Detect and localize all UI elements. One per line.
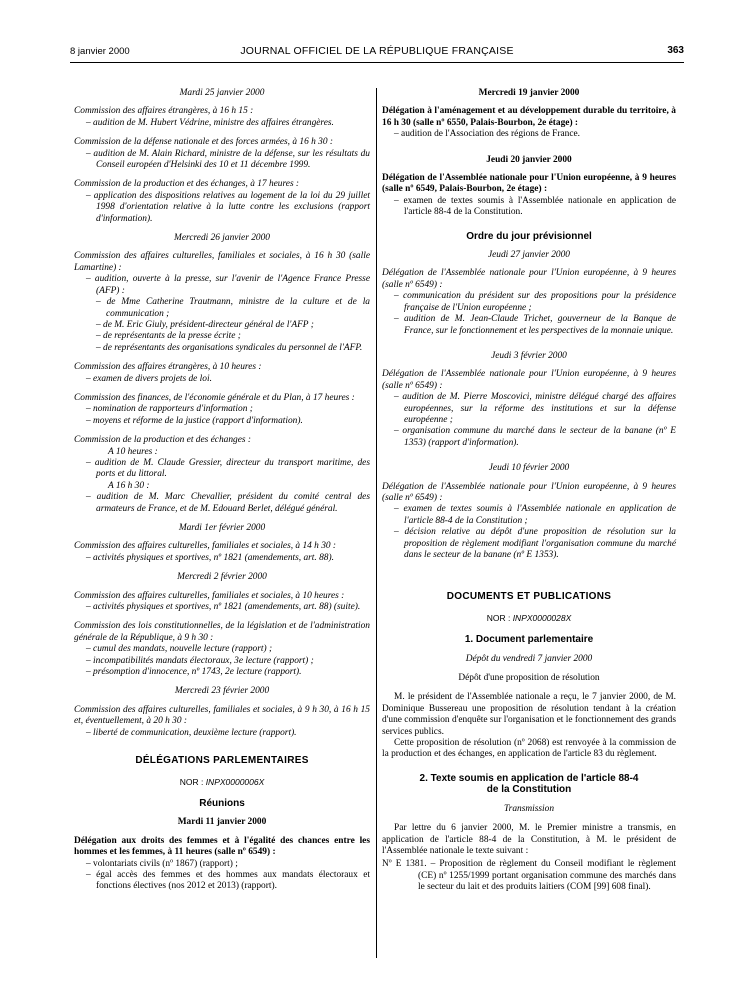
agenda-item: – présomption d'innocence, nº 1743, 2e lecture (rapport). — [86, 667, 302, 678]
commission-heading: Commission des finances, de l'économie générale et du Plan, à 17 heures : — [74, 392, 355, 403]
section-title: DÉLÉGATIONS PARLEMENTAIRES — [135, 755, 309, 767]
delegation-heading: Délégation aux droits des femmes et à l'égalité des chances entre les hommes et les femmes, à 11 heures (salle nº 6549) : — [74, 835, 370, 858]
agenda-entry — [74, 836, 370, 893]
subsection-title: 2. Texte soumis en application de l'article 88-4 — [419, 772, 639, 784]
agenda-entry — [74, 705, 370, 739]
agenda-item: – examen de textes soumis à l'Assemblée nationale en application de l'article 88-4 de la Constitution ; — [394, 504, 676, 526]
agenda-entry — [74, 591, 370, 614]
paragraph: Par lettre du 6 janvier 2000, M. le Premier ministre a transmis, en application de l'article 88-4 de la Constitution, à M. le président de l'Assemblée nationale le texte suivant : — [382, 823, 676, 856]
nor-code: INPX0000006X — [205, 776, 265, 787]
paragraph: Cette proposition de résolution (nº 2068) est renvoyée à la commission de la production et des échanges, en application de l'article 83 du règlement. — [382, 738, 676, 760]
page-header — [70, 44, 684, 63]
transmission-label: Transmission — [503, 803, 555, 814]
agenda-entry — [382, 369, 676, 449]
date-heading: Mercredi 23 février 2000 — [174, 686, 270, 697]
commission-heading: Commission des affaires étrangères, à 16 h 15 : — [74, 106, 254, 117]
delegation-heading: Délégation de l'Assemblée nationale pour l'Union européenne, à 9 heures (salle nº 6549) : — [382, 481, 676, 503]
delegation-heading: Délégation de l'Assemblée nationale pour l'Union européenne, à 9 heures (salle nº 6549) : — [382, 268, 676, 290]
agenda-entry — [382, 106, 676, 140]
agenda-entry — [74, 621, 370, 678]
agenda-item: – communication du président sur des propositions pour la présidence française de l'Union européenne ; — [394, 291, 676, 313]
date-heading: Jeudi 3 février 2000 — [491, 350, 567, 361]
agenda-item: – activités physiques et sportives, nº 1821 (amendements, art. 88) (suite). — [86, 602, 361, 613]
date-heading: Mercredi 19 janvier 2000 — [478, 88, 580, 98]
date-heading: Mercredi 2 février 2000 — [177, 572, 267, 583]
eu-text-entry: Nº E 1381. – Proposition de règlement du Conseil modifiant le règlement (CE) nº 1255/1999 portant organisation commune des marchés dans le secteur du lait et des produits laitiers (COM [99] 608 final). — [382, 859, 676, 893]
agenda-item: – application des dispositions relatives au logement de la loi du 29 juillet 1998 d'orientation relative à la lutte contre les exclusions (rapport d'information). — [86, 190, 370, 224]
agenda-item: – audition de M. Hubert Védrine, ministre des affaires étrangères. — [86, 117, 334, 128]
header-date: 8 janvier 2000 — [70, 46, 130, 57]
date-heading: Jeudi 27 janvier 2000 — [487, 250, 570, 261]
delegation-heading: Délégation de l'Assemblée nationale pour l'Union européenne, à 9 heures (salle nº 6549) : — [382, 369, 676, 391]
nor-reference — [74, 777, 370, 788]
commission-heading: Commission de la production et des échanges : — [74, 435, 251, 446]
agenda-item: – audition, ouverte à la presse, sur l'avenir de l'Agence France Presse (AFP) : — [86, 274, 370, 296]
commission-heading: Commission des affaires culturelles, familiales et sociales, à 9 h 30, à 16 h 15 et, éventuellement, à 20 h 30 : — [74, 704, 370, 727]
agenda-entry — [74, 179, 370, 225]
depot-date: Dépôt du vendredi 7 janvier 2000 — [465, 653, 593, 664]
agenda-item: – organisation commune du marché dans le secteur de la banane (nº E 1353) (rapport d'information). — [394, 426, 676, 448]
agenda-entry — [74, 541, 370, 564]
date-heading: Mardi 1er février 2000 — [178, 523, 266, 533]
agenda-item: – examen de divers projets de loi. — [86, 373, 212, 384]
agenda-entry — [74, 106, 370, 129]
agenda-entry — [74, 393, 370, 427]
agenda-item: – audition de M. Claude Gressier, directeur du transport maritime, des ports et du littoral. — [86, 457, 370, 480]
nor-reference — [382, 613, 676, 624]
commission-heading: Commission des affaires culturelles, familiales et sociales, à 10 heures : — [74, 590, 345, 601]
agenda-item: – examen de textes soumis à l'Assemblée nationale en application de l'article 88-4 de la Constitution. — [394, 195, 676, 218]
page-number: 363 — [667, 45, 684, 56]
date-heading: Mardi 11 janvier 2000 — [177, 817, 267, 828]
delegation-heading: Délégation à l'aménagement et au développement durable du territoire, à 16 h 30 (salle nº 6550, Palais-Bourbon, 2e étage) : — [382, 106, 676, 128]
journal-title: JOURNAL OFFICIEL DE LA RÉPUBLIQUE FRANÇAISE — [240, 45, 514, 57]
date-heading: Mercredi 26 janvier 2000 — [174, 233, 270, 244]
agenda-item: – audition de M. Pierre Moscovici, ministre délégué chargé des affaires européennes, sur la réforme des institutions et sur la défense européenne ; — [394, 392, 676, 425]
date-heading: Mardi 25 janvier 2000 — [179, 88, 265, 98]
agenda-item: – audition de l'Association des régions de France. — [394, 129, 581, 140]
agenda-item: – volontariats civils (nº 1867) (rapport) ; — [86, 858, 238, 869]
commission-heading: Commission des lois constitutionnelles, de la législation et de l'administration générale de la République, à 9 h 30 : — [74, 621, 370, 643]
agenda-item: – égal accès des femmes et des hommes aux mandats électoraux et fonctions électives (nos 2012 et 2013) (rapport). — [86, 869, 370, 892]
time-label: A 16 h 30 : — [108, 480, 150, 491]
agenda-item: – audition de M. Alain Richard, ministre de la défense, sur les résultats du Conseil européen d'Helsinki des 10 et 11 décembre 1999. — [86, 148, 370, 171]
agenda-entry — [74, 137, 370, 171]
agenda-subitem: – de représentants de la presse écrite ; — [96, 331, 241, 342]
subsection-title: Réunions — [199, 797, 245, 809]
nor-prefix: NOR : — [179, 776, 206, 787]
agenda-subitem: – de Mme Catherine Trautmann, ministre de la culture et de la communication ; — [96, 297, 370, 319]
agenda-item: – incompatibilités mandats électoraux, 3e lecture (rapport) ; — [86, 655, 314, 666]
agenda-entry — [382, 482, 676, 562]
agenda-item: – liberté de communication, deuxième lecture (rapport). — [86, 727, 297, 738]
agenda-item: – audition de M. Jean-Claude Trichet, gouverneur de la Banque de France, sur le fonctionnement et les perspectives de la monnaie unique. — [394, 314, 676, 336]
date-heading: Jeudi 20 janvier 2000 — [486, 154, 572, 165]
agenda-subitem: – de M. Eric Giuly, président-directeur général de l'AFP ; — [96, 319, 314, 330]
section-title: DOCUMENTS ET PUBLICATIONS — [446, 591, 612, 603]
subsection-title: 1. Document parlementaire — [464, 634, 594, 646]
agenda-entry — [382, 268, 676, 336]
paragraph: M. le président de l'Assemblée nationale a reçu, le 7 janvier 2000, de M. Dominique Bussereau une proposition de résolution tendant à la création d'une commission d'enquête sur l'organisation et le fonctionnement des grands services publics. — [382, 692, 676, 737]
agenda-entry — [382, 173, 676, 219]
commission-heading: Commission des affaires culturelles, familiales et sociales, à 16 h 30 (salle Lamartine) : — [74, 251, 370, 273]
agenda-subitem: – de représentants des organisations syndicales du personnel de l'AFP. — [96, 342, 363, 353]
commission-heading: Commission de la production et des échanges, à 17 heures : — [74, 179, 300, 190]
left-column — [74, 88, 370, 901]
right-column — [382, 88, 676, 903]
agenda-item: – cumul des mandats, nouvelle lecture (rapport) ; — [86, 644, 273, 655]
nor-code: INPX0000028X — [512, 612, 572, 623]
subsection-title-cont: de la Constitution — [486, 784, 572, 796]
agenda-item: – décision relative au dépôt d'une proposition de résolution sur la proposition de règlement modifiant l'organisation commune du marché dans le secteur de la banane (nº E 1353). — [394, 527, 676, 560]
agenda-entry — [74, 251, 370, 354]
column-divider — [376, 88, 377, 958]
commission-heading: Commission des affaires culturelles, familiales et sociales, à 14 h 30 : — [74, 541, 337, 552]
section-title: Ordre du jour prévisionnel — [466, 230, 592, 242]
agenda-item: – moyens et réforme de la justice (rapport d'information). — [86, 415, 303, 426]
nor-prefix: NOR : — [486, 612, 513, 623]
commission-heading: Commission de la défense nationale et des forces armées, à 16 h 30 : — [74, 137, 333, 148]
delegation-heading: Délégation de l'Assemblée nationale pour l'Union européenne, à 9 heures (salle nº 6549, Palais-Bourbon, 2e étage) : — [382, 173, 676, 195]
depot-type: Dépôt d'une proposition de résolution — [458, 673, 600, 684]
agenda-item: – audition de M. Marc Chevallier, président du comité central des armateurs de France, et de M. Edouard Berlet, délégué général. — [86, 492, 370, 514]
date-heading: Jeudi 10 février 2000 — [488, 463, 570, 474]
agenda-entry — [74, 362, 370, 385]
commission-heading: Commission des affaires étrangères, à 10 heures : — [74, 362, 262, 373]
agenda-entry — [74, 435, 370, 515]
time-label: A 10 heures : — [108, 446, 158, 457]
agenda-item: – activités physiques et sportives, nº 1821 (amendements, art. 88). — [86, 552, 334, 563]
agenda-item: – nomination de rapporteurs d'information ; — [86, 404, 253, 415]
